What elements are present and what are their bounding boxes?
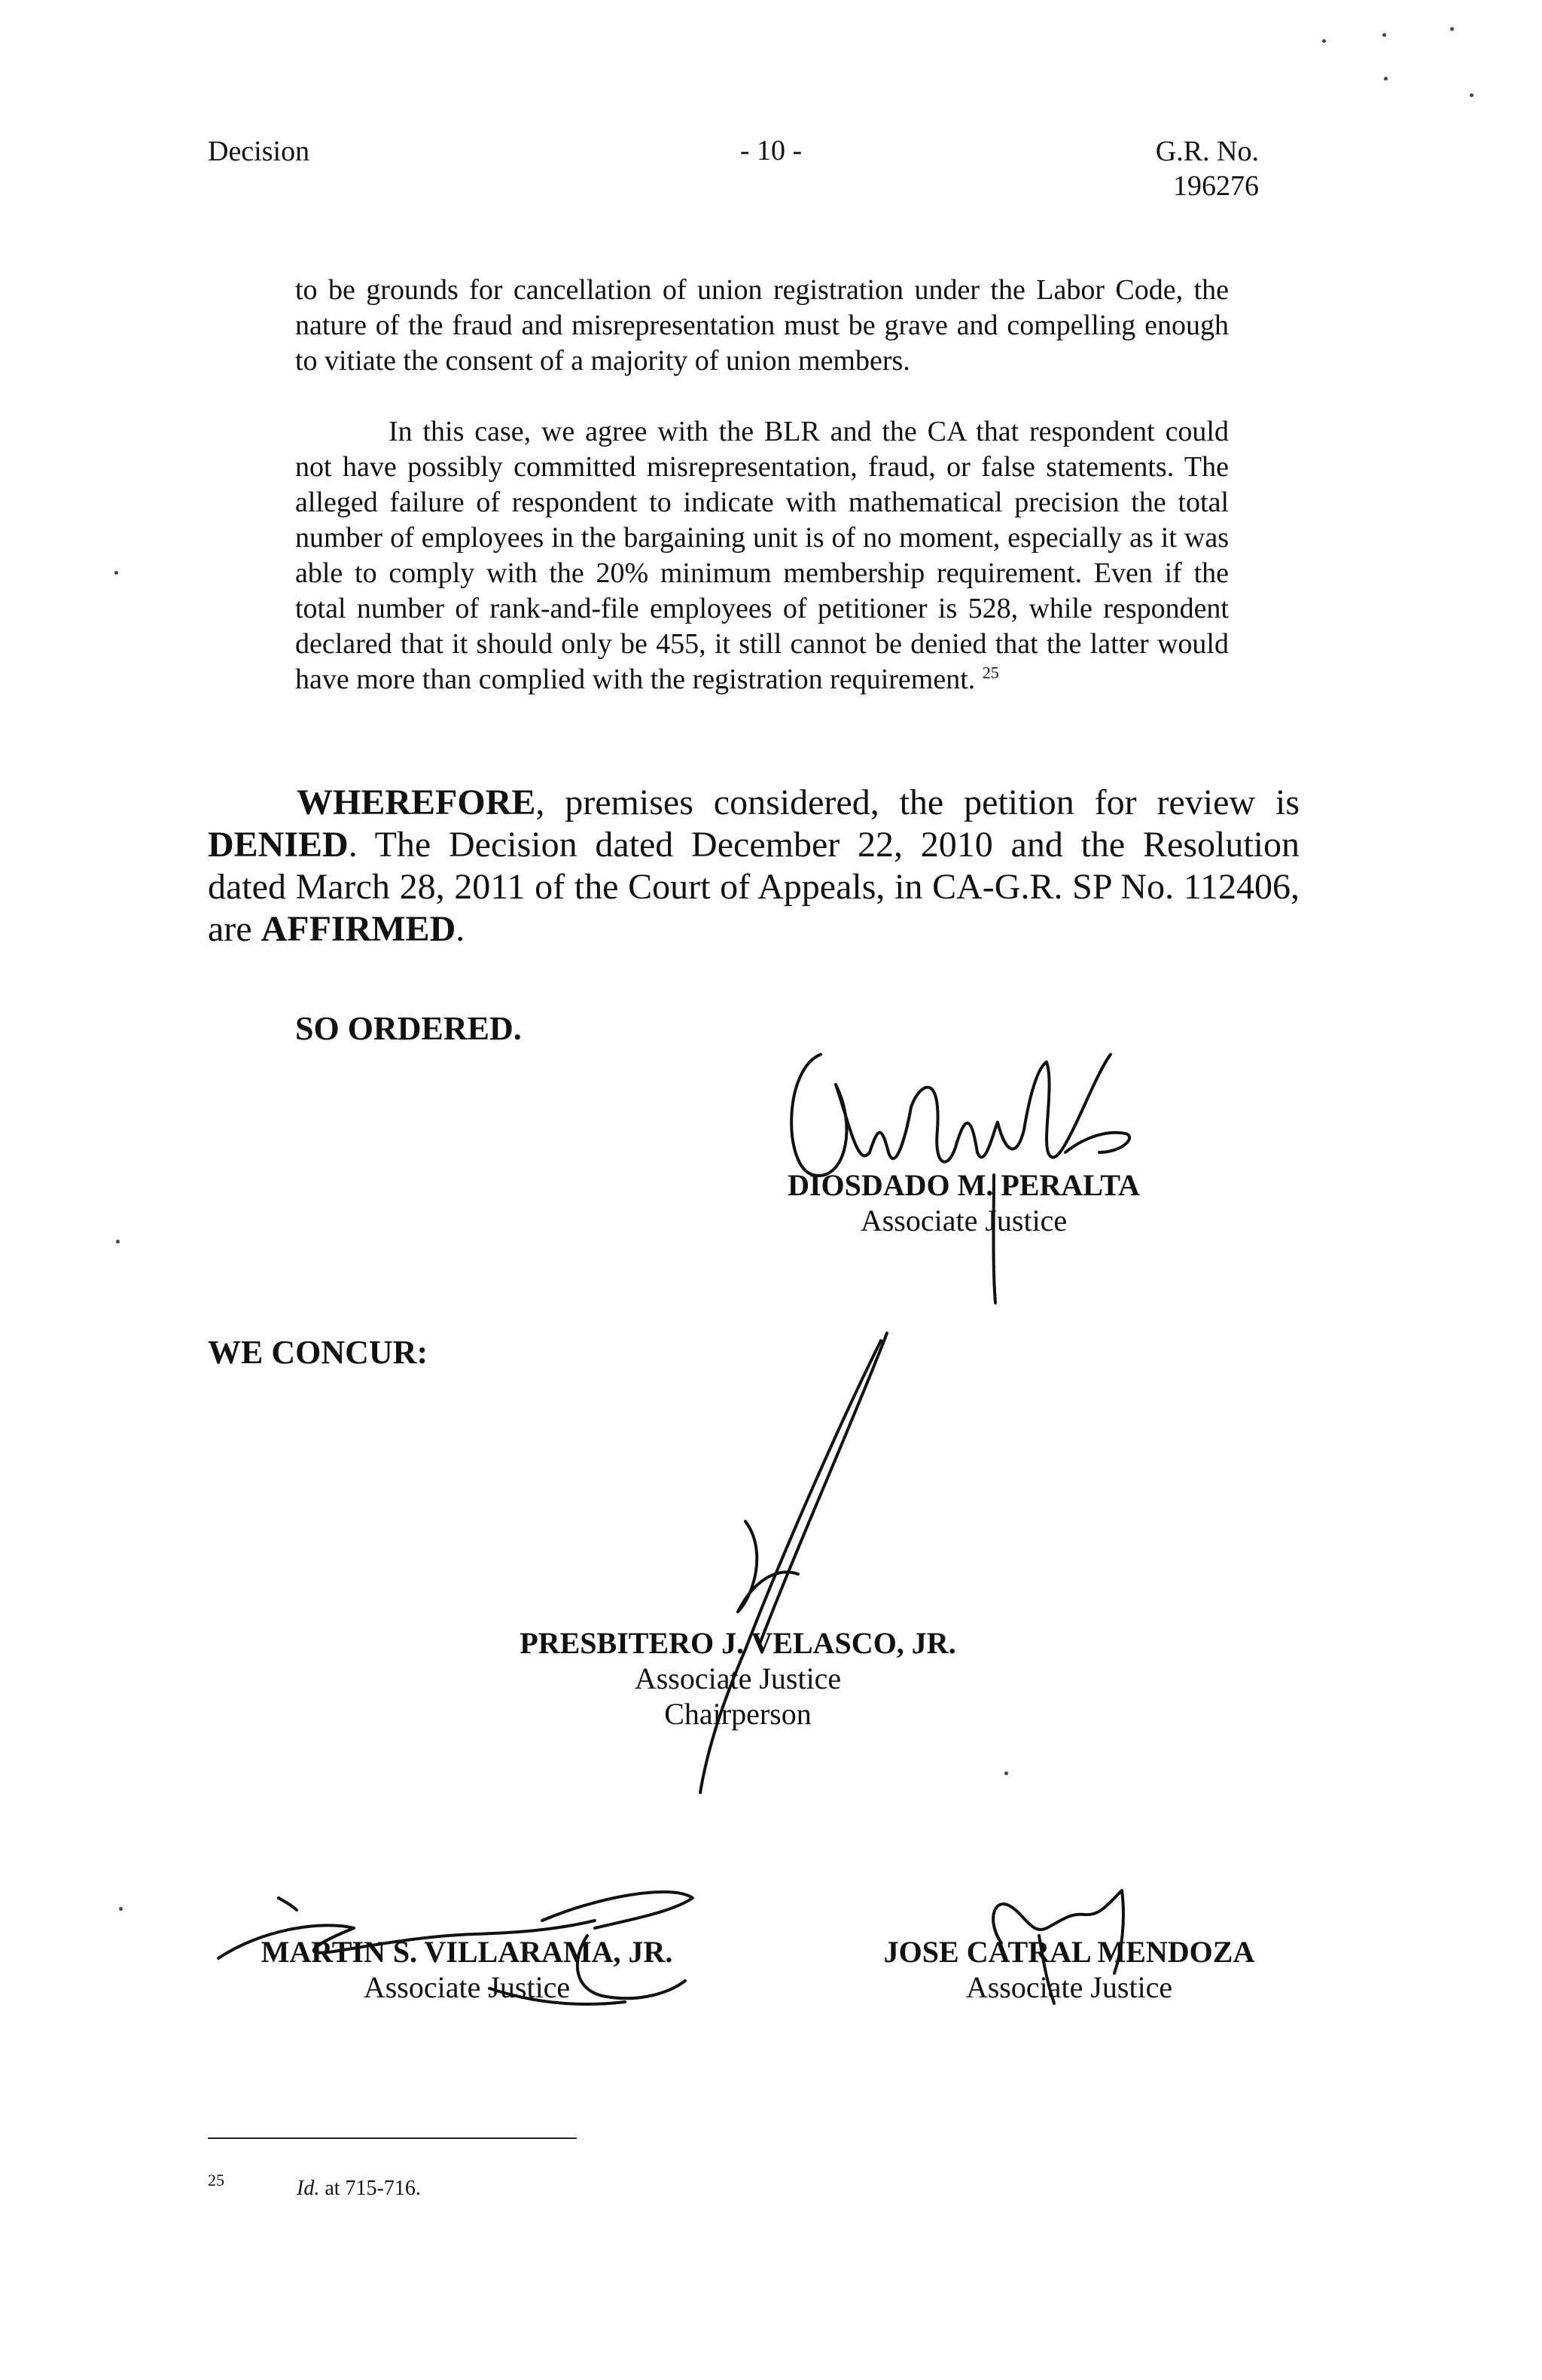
scan-speck: [1004, 1771, 1008, 1775]
footnote-id: Id.: [297, 2177, 320, 2200]
velasco-role: Chairperson: [664, 1697, 812, 1731]
villarama-title: Associate Justice: [363, 1970, 571, 2004]
dispositive-text-3: .: [456, 909, 465, 949]
velasco-name: PRESBITERO J. VELASCO, JR.: [520, 1626, 956, 1660]
scan-speck: [1470, 93, 1473, 97]
body-paragraph-2: [295, 414, 1229, 697]
dispositive-text-2: . The Decision dated December 22, 2010 and the Resolution dated March 28, 2011 of the Court of Appeals, in CA-G.R. SP No. 112406, are: [208, 825, 1300, 949]
mendoza-title: Associate Justice: [965, 1970, 1173, 2004]
header-page-number: - 10 -: [739, 135, 803, 166]
ponente-title: Associate Justice: [860, 1204, 1068, 1237]
scan-speck: [1450, 27, 1454, 31]
paragraph-2-text: In this case, we agree with the BLR and the CA that respondent could not have possibly committed misrepresentation, fraud, or false statements. The alleged failure of respondent to indicate with mathematical precision the total number of employees in the bargaining unit is of no moment, especially as it was able to comply with the 20% minimum membership requirement. Even if the total number of rank-and-file employees of petitioner is 528, while respondent declared that it should only be 455, it still cannot be denied that the latter would have more than complied with the registration requirement.: [295, 416, 1229, 695]
denied-keyword: DENIED: [208, 825, 349, 865]
footnote-text: [297, 2177, 421, 2201]
scan-speck: [1384, 77, 1388, 81]
wherefore-keyword: WHEREFORE: [297, 783, 536, 822]
header-document-type: Decision: [208, 136, 310, 167]
footnote-number: 25: [208, 2171, 224, 2189]
footnote-reference: 25: [982, 663, 999, 682]
body-paragraph-1: [295, 273, 1229, 379]
scan-speck: [1322, 39, 1326, 43]
footnote-divider: [208, 2137, 577, 2139]
footnote-citation: at 715-716.: [319, 2177, 421, 2200]
paragraph-1-text: to be grounds for cancellation of union registration under the Labor Code, the nature of the fraud and misrepresentation must be grave and compelling enough to vitiate the consent of a majority of union members.: [295, 274, 1229, 377]
mendoza-signature-block: [798, 1934, 1340, 2005]
scan-speck: [114, 571, 118, 575]
so-ordered-heading: SO ORDERED.: [295, 1010, 522, 1047]
header-case-number: G.R. No. 196276: [1155, 136, 1259, 202]
we-concur-heading: WE CONCUR:: [208, 1334, 428, 1371]
ponente-signature-block: [723, 1167, 1205, 1238]
mendoza-name: JOSE CATRAL MENDOZA: [883, 1935, 1255, 1969]
affirmed-keyword: AFFIRMED: [261, 909, 456, 949]
villarama-signature-block: [218, 1934, 715, 2005]
villarama-name: MARTIN S. VILLARAMA, JR.: [261, 1935, 673, 1969]
ponente-name: DIOSDADO M. PERALTA: [788, 1168, 1140, 1202]
dispositive-text-1: , premises considered, the petition for review is: [535, 783, 1300, 822]
velasco-signature-block: [437, 1625, 1039, 1732]
dispositive-paragraph: [208, 782, 1300, 950]
scan-speck: [1382, 33, 1386, 37]
scan-speck: [116, 1240, 120, 1243]
velasco-title: Associate Justice: [634, 1661, 842, 1695]
velasco-signature-graphic: [572, 1326, 919, 1808]
scan-speck: [119, 1907, 123, 1911]
